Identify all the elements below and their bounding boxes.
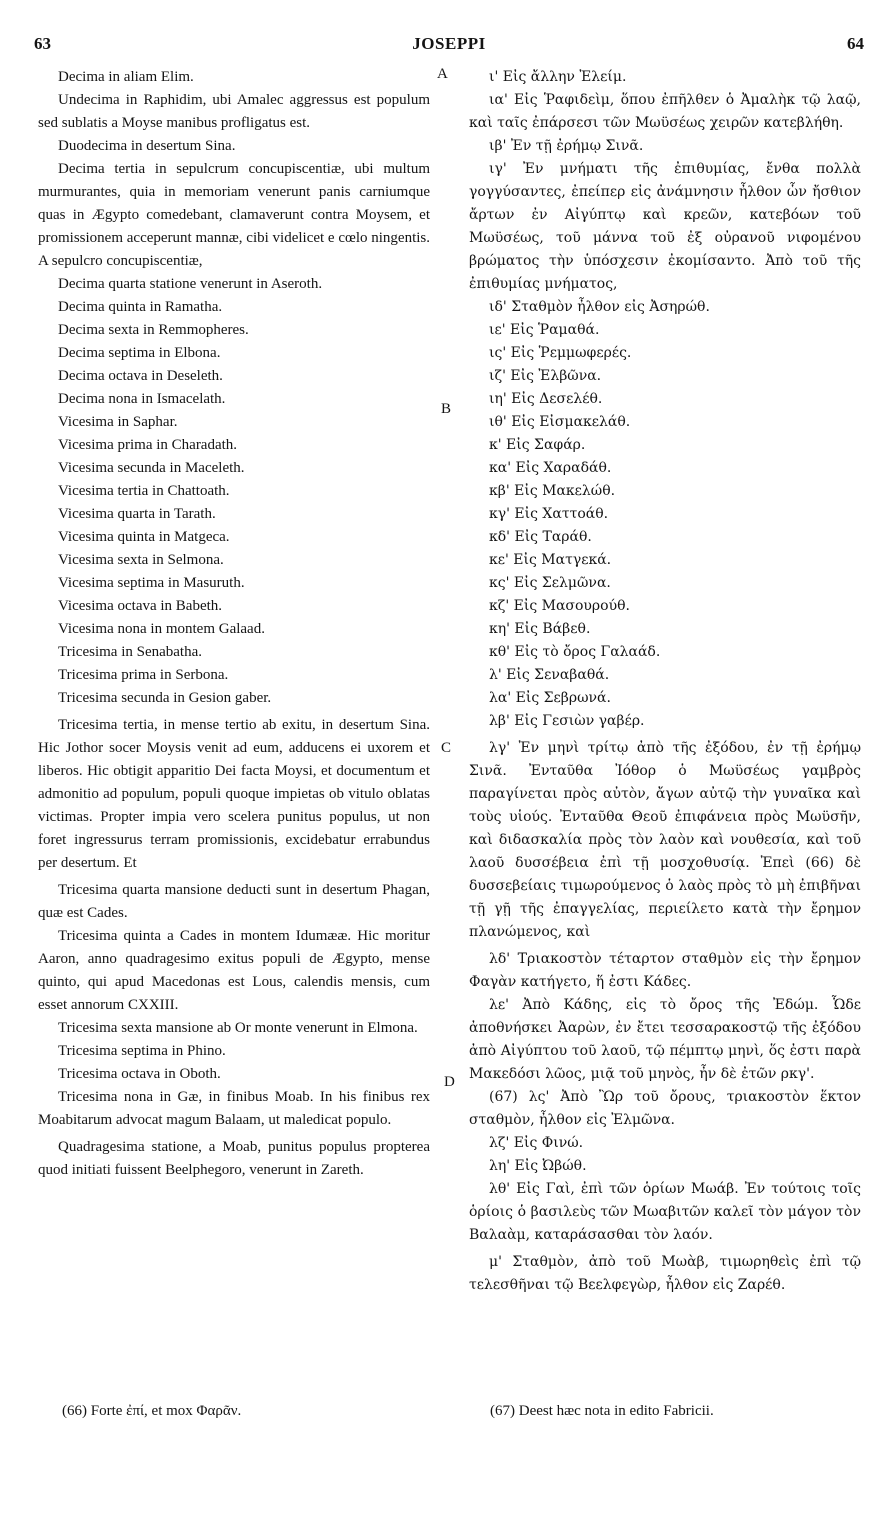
latin-list-item: Tricesima in Senabatha. [58, 644, 203, 660]
latin-list-item: Vicesima secunda in Maceleth. [58, 460, 245, 476]
latin-station-40: Quadragesima statione, a Moab, punitus populus propterea quod initiati fuissent Beelphegoro, venerunt in Zareth. [38, 1139, 430, 1178]
greek-station-34: λδ' Τριακοστὸν τέταρτον σταθμὸν εἰς τὴν ἔρημον Φαγὰν κατήγετο, ἥ ἐστι Κάδες. [469, 951, 861, 990]
latin-station-34: Tricesima quarta mansione deducti sunt in desertum Phagan, quæ est Cades. [38, 882, 430, 921]
greek-station-13: ιγ' Ἐν μνήματι τῆς ἐπιθυμίας, ἔνθα πολλὰ γογγύσαντες, ἐπείπερ εἰς ἀνάμνησιν ἦλθον ὧν ἤσθιον ἄρτων ἐν Αἰγύπτῳ καὶ κρεῶν, κατεβόων τοῦ Μωϋσέως, τοῦ μάννα τοῦ ἐξ οὐρανοῦ νιφομένου βρώματος τὴν ὑπόσχεσιν ἐκομίσαντο. Ἀπὸ τοῦ τῆς ἐπιθυμίας μνήματος, [469, 161, 861, 292]
greek-list-item: ιζ' Εἰς Ἐλβῶνα. [489, 368, 602, 384]
latin-list-item: Vicesima octava in Babeth. [58, 598, 223, 614]
latin-station-12: Duodecima in desertum Sina. [58, 138, 236, 154]
latin-list-item: Decima nona in Ismacelath. [58, 391, 226, 407]
greek-list-item: κη' Εἰς Βάβεθ. [489, 621, 591, 637]
running-header [34, 34, 864, 58]
greek-list-item: κθ' Εἰς τὸ ὄρος Γαλαάδ. [489, 644, 661, 660]
greek-list-item: ις' Εἰς Ῥεμμωφερές. [489, 345, 632, 361]
margin-marker-a: A [437, 66, 448, 82]
margin-marker-c: C [441, 740, 452, 756]
latin-station-39: Tricesima nona in Gæ, in finibus Moab. In his finibus rex Moabitarum advocat magum Balaam, ut maledicat populo. [38, 1089, 430, 1128]
greek-list-item: κδ' Εἰς Ταράθ. [489, 529, 592, 545]
latin-list-item: Vicesima septima in Masuruth. [58, 575, 245, 591]
latin-station-38: Tricesima octava in Oboth. [58, 1066, 221, 1082]
latin-list-item: Tricesima secunda in Gesion gaber. [58, 690, 272, 706]
greek-station-list [469, 296, 861, 733]
latin-list-item: Vicesima quarta in Tarath. [58, 506, 216, 522]
greek-list-item: ιδ' Σταθμὸν ἦλθον εἰς Ἀσηρώθ. [489, 299, 710, 315]
greek-station-36: (67) λς' Ἀπὸ Ὢρ τοῦ ὄρους, τριακοστὸν ἕκτον σταθμὸν, ἦλθον εἰς Ἐλμῶνα. [469, 1089, 861, 1128]
latin-station-13: Decima tertia in sepulcrum concupiscentiæ, ubi multum murmurantes, quia in memoriam venerunt panis carniumque quas in Ægypto comedebant, clamaverunt contra Moysem, et promissionem acceperunt mannæ, cibi videlicet e cœlo ningentis. A sepulcro concupiscentiæ, [38, 161, 430, 269]
greek-station-35: λε' Ἀπὸ Κάδης, εἰς τὸ ὄρος τῆς Ἐδώμ. Ὧδε ἀποθνήσκει Ἀαρὼν, ἐν ἔτει τεσσαρακοστῷ τῆς ἐξόδου ἀπὸ Αἰγύπτου τοῦ λαοῦ, τῷ πέμπτῳ μηνὶ, ὅς ἐστι παρὰ Μακεδόσι λῶος, μιᾷ τοῦ μηνὸς, ἦν δὲ ἐτῶν ρκγ'. [469, 997, 861, 1082]
greek-station-39: λθ' Εἰς Γαὶ, ἐπὶ τῶν ὁρίων Μωάβ. Ἐν τούτοις τοῖς ὁρίοις ὁ βασιλεὺς τῶν Μωαβιτῶν καλεῖ τὸν μάγον τὸν Βαλαὰμ, καταράσασθαι τὸν λαόν. [469, 1181, 861, 1243]
greek-list-item: κε' Εἰς Ματγεκά. [489, 552, 612, 568]
latin-station-10: Decima in aliam Elim. [58, 69, 194, 85]
greek-list-item: λβ' Εἰς Γεσιὼν γαβέρ. [489, 713, 645, 729]
latin-list-item: Decima septima in Elbona. [58, 345, 221, 361]
greek-station-10: ι' Εἰς ἄλλην Ἐλείμ. [489, 69, 627, 85]
greek-column [469, 66, 861, 1297]
latin-station-33: Tricesima tertia, in mense tertio ab exitu, in desertum Sina. Hic Jothor socer Moysis venit ad eum, adducens ei uxorem et liberos. Hic obtigit apparitio Dei facta Moysi, et documentum et admonitio ad populum, populi quoque impietas ob vitulo oblatas victimas. Propter impia vero scelera punitus populus, ut non foret ingressurus terram promissionis, excidebatur errabundus per desertum. Et [38, 717, 430, 871]
greek-list-item: ιη' Εἰς Δεσελέθ. [489, 391, 603, 407]
latin-station-list [38, 273, 430, 710]
greek-station-38: λη' Εἰς Ὠβώθ. [489, 1158, 587, 1174]
latin-station-37: Tricesima septima in Phino. [58, 1043, 226, 1059]
greek-list-item: κβ' Εἰς Μακελώθ. [489, 483, 616, 499]
greek-list-item: κζ' Εἰς Μασουρούθ. [489, 598, 630, 614]
latin-station-11: Undecima in Raphidim, ubi Amalec aggressus est populum sed sublatis a Moyse manibus profligatus est. [38, 92, 430, 131]
greek-station-12: ιβ' Ἐν τῇ ἐρήμῳ Σινᾶ. [489, 138, 644, 154]
latin-station-35: Tricesima quinta a Cades in montem Idumææ. Hic moritur Aaron, anno quadragesimo exitus populi de Ægypto, mense quinto, qui apud Macedonas est Lous, calendis mensis, cum esset annorum CXXIII. [38, 928, 430, 1013]
latin-list-item: Decima sexta in Remmopheres. [58, 322, 249, 338]
latin-list-item: Vicesima in Saphar. [58, 414, 178, 430]
latin-list-item: Vicesima nona in montem Galaad. [58, 621, 265, 637]
running-title: JOSEPPI [412, 34, 486, 53]
greek-list-item: κ' Εἰς Σαφάρ. [489, 437, 586, 453]
greek-station-11: ια' Εἰς Ῥαφιδεὶμ, ὅπου ἐπῆλθεν ὁ Ἀμαλὴκ τῷ λαῷ, καὶ ταῖς ἐπάρσεσι τῶν Μωϋσέως χειρῶν κατεβλήθη. [469, 92, 861, 131]
footnote-67: (67) Deest hæc nota in edito Fabricii. [490, 1403, 714, 1419]
latin-list-item: Vicesima tertia in Chattoath. [58, 483, 230, 499]
footnote-66: (66) Forte ἐπί, et mox Φαρᾶν. [62, 1403, 242, 1419]
greek-list-item: λ' Εἰς Σεναβαθά. [489, 667, 610, 683]
right-page-number: 64 [847, 34, 864, 53]
latin-list-item: Vicesima quinta in Matgeca. [58, 529, 230, 545]
greek-list-item: ιε' Εἰς Ῥαμαθά. [489, 322, 600, 338]
greek-station-37: λζ' Εἰς Φινώ. [489, 1135, 584, 1151]
greek-station-40: μ' Σταθμὸν, ἀπὸ τοῦ Μωὰβ, τιμωρηθεὶς ἐπὶ τῷ τελεσθῆναι τῷ Βεελφεγὼρ, ἦλθον εἰς Ζαρέθ. [469, 1254, 861, 1293]
greek-list-item: κγ' Εἰς Χαττοάθ. [489, 506, 609, 522]
latin-list-item: Vicesima sexta in Selmona. [58, 552, 224, 568]
greek-list-item: ιθ' Εἰς Εἰσμακελάθ. [489, 414, 631, 430]
latin-list-item: Tricesima prima in Serbona. [58, 667, 229, 683]
greek-list-item: κς' Εἰς Σελμῶνα. [489, 575, 611, 591]
latin-list-item: Vicesima prima in Charadath. [58, 437, 238, 453]
latin-list-item: Decima quinta in Ramatha. [58, 299, 223, 315]
greek-station-33: λγ' Ἐν μηνὶ τρίτῳ ἀπὸ τῆς ἐξόδου, ἐν τῇ ἐρήμῳ Σινᾶ. Ἐνταῦθα Ἰόθορ ὁ Μωϋσέως γαμβρὸς παραγίνεται πρὸς αὐτὸν, ἄγων αὐτῷ τὴν γυναῖκα καὶ τοὺς υἱούς. Ἐνταῦθα Θεοῦ ἐπιφάνεια πρὸς Μωϋσῆν, καὶ διδασκαλία πρὸς τὸν λαὸν καὶ νουθεσία, καὶ τοῦ λαοῦ δυσσέβεια ἐπὶ τῇ μοσχοθυσίᾳ. Ἐπεὶ (66) δὲ δυσσεβείαις τιμωρούμενος ὁ λαὸς πρὸς τὸ μὴ ἐπιβῆναι τῇ γῇ τῆς ἐπαγγελίας, περιείλετο κατὰ τὴν ἔρημον πλανώμενος, καὶ [469, 740, 861, 940]
greek-list-item: κα' Εἰς Χαραδάθ. [489, 460, 612, 476]
margin-marker-b: B [441, 401, 452, 417]
greek-list-item: λα' Εἰς Σεβρωνά. [489, 690, 611, 706]
left-page-number: 63 [34, 34, 51, 53]
latin-station-36: Tricesima sexta mansione ab Or monte venerunt in Elmona. [58, 1020, 418, 1036]
latin-list-item: Decima quarta statione venerunt in Aseroth. [58, 276, 323, 292]
latin-column [38, 66, 430, 1182]
latin-list-item: Decima octava in Deseleth. [58, 368, 223, 384]
margin-marker-d: D [444, 1074, 455, 1090]
